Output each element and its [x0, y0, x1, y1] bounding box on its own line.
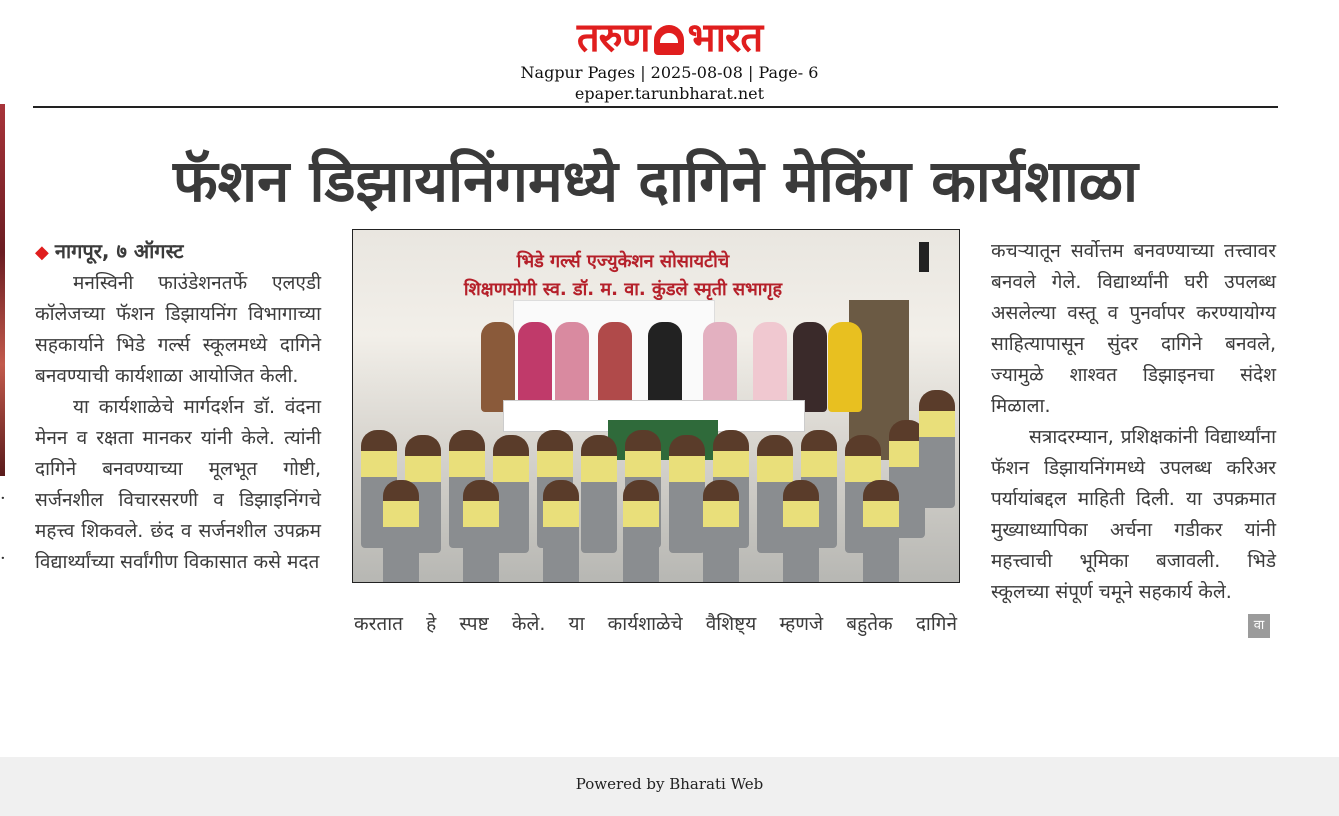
article-paragraph: या कार्यशाळेचे मार्गदर्शन डॉ. वंदना मेनन व रक्षता मानकर यांनी केले. त्यांनी दागिने बनवण्याच्या मूलभूत गोष्टी, सर्जनशील विचारसरणी व डिझाइनिंगचे महत्त्व शिकवले. छंद व सर्जनशील उपक्रम विद्यार्थ्यांच्या सर्वांगीण विकासात कसे मदत: [35, 396, 321, 573]
person-shape: [648, 322, 682, 412]
student-shape: [623, 480, 659, 583]
logo-emblem-icon: [654, 25, 684, 55]
page-footer: [0, 757, 1339, 816]
article-paragraph: मनस्विनी फाउंडेशनतर्फे एलएडी कॉलेजच्या फॅशन डिझायनिंग विभागाच्या सहकार्याने भिडे गर्ल्स स्कूलमध्ये दागिने बनवण्याची कार्यशाळा आयोजित केली.: [35, 272, 321, 387]
adjacent-page-edge: [0, 104, 5, 476]
diamond-bullet-icon: ◆: [35, 242, 49, 263]
person-shape: [481, 322, 515, 412]
dateline-text: नागपूर, ७ ऑगस्ट: [54, 239, 184, 263]
hall-banner-line: भिडे गर्ल्स एज्युकेशन सोसायटीचे: [516, 251, 730, 272]
dateline: [35, 236, 321, 268]
adjacent-page-fragment: ·: [0, 488, 6, 509]
article-paragraph: सत्रादरम्यान, प्रशिक्षकांनी विद्यार्थ्यांना फॅशन डिझायनिंगमध्ये उपलब्ध करिअर पर्यायांबद्दल माहिती दिली. या उपक्रमात मुख्याध्यापिका अर्चना गडीकर यांनी महत्त्वाची भूमिका बजावली. भिडे स्कूलच्या संपूर्ण चमूने सहकार्य केले.: [991, 426, 1276, 603]
student-shape: [919, 390, 955, 508]
article-photo: [352, 229, 960, 583]
article-headline: फॅशन डिझायनिंगमध्ये दागिने मेकिंग कार्यशाळा: [172, 147, 1139, 215]
student-shape: [783, 480, 819, 583]
student-shape: [669, 435, 705, 553]
article-paragraph: कचऱ्यातून सर्वोत्तम बनवण्याच्या तत्त्वावर बनवले गेले. विद्यार्थ्यांनी घरी उपलब्ध असलेल्या वस्तू व पुनर्वापर करण्यायोग्य साहित्यापासून सुंदर दागिने बनवले, ज्यामुळे शाश्वत डिझाइनचा संदेश मिळाला.: [991, 240, 1276, 417]
student-shape: [581, 435, 617, 553]
speaker-shape: [919, 242, 929, 272]
hall-banner-line: शिक्षणयोगी स्व. डॉ. म. वा. कुंडले स्मृती सभागृह: [463, 279, 783, 300]
edition-line: Nagpur Pages | 2025-08-08 | Page- 6: [520, 63, 819, 82]
person-shape: [793, 322, 827, 412]
footer-credit[interactable]: Powered by Bharati Web: [575, 775, 764, 793]
tarun-bharat-logo[interactable]: [577, 14, 762, 62]
article-column-3: [991, 236, 1276, 608]
website-link[interactable]: epaper.tarunbharat.net: [574, 84, 765, 103]
student-shape: [863, 480, 899, 583]
person-shape: [753, 322, 787, 412]
adjacent-page-fragment: ·: [0, 548, 6, 569]
logo-text-left: तरुण: [576, 15, 650, 61]
person-shape: [703, 322, 737, 412]
student-shape: [543, 480, 579, 583]
photo-caption-continuation: करतात हे स्पष्ट केले. या कार्यशाळेचे वैशिष्ट्य म्हणजे बहुतेक दागिने: [354, 613, 958, 635]
masthead-divider: [33, 106, 1278, 108]
article-column-1: [35, 236, 321, 578]
student-shape: [703, 480, 739, 583]
hall-banner: [413, 248, 833, 304]
person-shape: [598, 322, 632, 412]
masthead: [0, 14, 1339, 104]
person-shape: [828, 322, 862, 412]
student-shape: [383, 480, 419, 583]
student-shape: [463, 480, 499, 583]
person-shape: [555, 322, 589, 412]
logo-text-right: भारत: [687, 15, 763, 61]
continuation-badge[interactable]: वा: [1248, 614, 1270, 638]
person-shape: [518, 322, 552, 412]
